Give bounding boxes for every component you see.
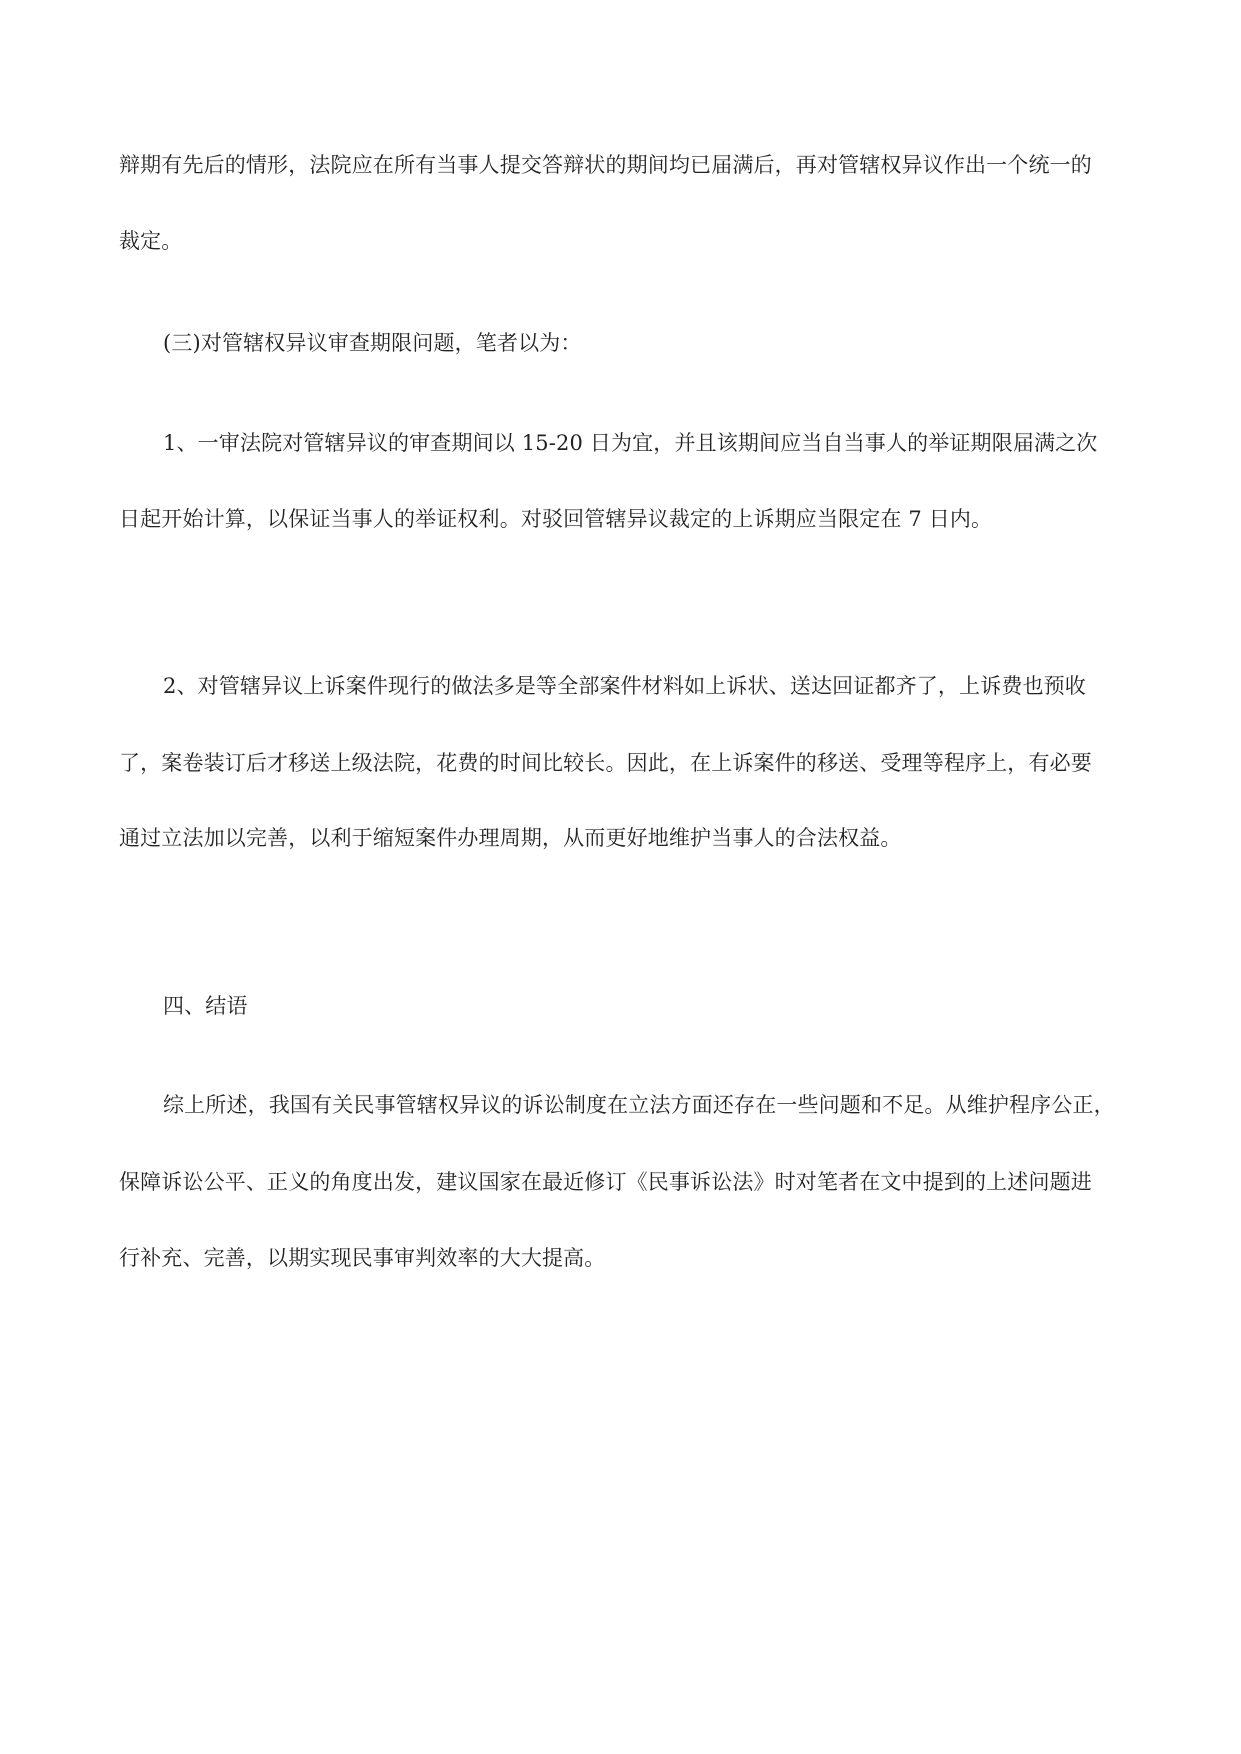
section-heading-three: (三)对管辖权异议审查期限问题，笔者以为： <box>163 331 582 355</box>
item-2-line: 了，案卷装订后才移送上级法院，花费的时间比较长。因此，在上诉案件的移送、受理等程序上，有必要 <box>119 751 1092 775</box>
conclusion-line: 行补充、完善，以期实现民事审判效率的大大提高。 <box>119 1246 606 1270</box>
conclusion-line: 保障诉讼公平、正义的角度出发，建议国家在最近修订《民事诉讼法》时对笔者在文中提到的上述问题进 <box>119 1170 1092 1194</box>
item-2-line: 2、对管辖异议上诉案件现行的做法多是等全部案件材料如上诉状、送达回证都齐了，上诉费也预收 <box>163 674 1086 698</box>
conclusion-line: 综上所述，我国有关民事管辖权异议的诉讼制度在立法方面还存在一些问题和不足。从维护程序公正， <box>163 1093 1115 1117</box>
section-heading-four: 四、结语 <box>163 994 248 1018</box>
item-2-line: 通过立法加以完善，以利于缩短案件办理周期，从而更好地维护当事人的合法权益。 <box>119 826 902 850</box>
paragraph-line: 辩期有先后的情形，法院应在所有当事人提交答辩状的期间均已届满后，再对管辖权异议作出一个统一的 <box>119 153 1092 177</box>
item-1-line: 1、一审法院对管辖异议的审查期间以 15-20 日为宜，并且该期间应当自当事人的举证期限届满之次 <box>163 431 1098 455</box>
item-1-line: 日起开始计算，以保证当事人的举证权利。对驳回管辖异议裁定的上诉期应当限定在 7 日内。 <box>119 507 993 531</box>
paragraph-line: 裁定。 <box>119 229 183 253</box>
